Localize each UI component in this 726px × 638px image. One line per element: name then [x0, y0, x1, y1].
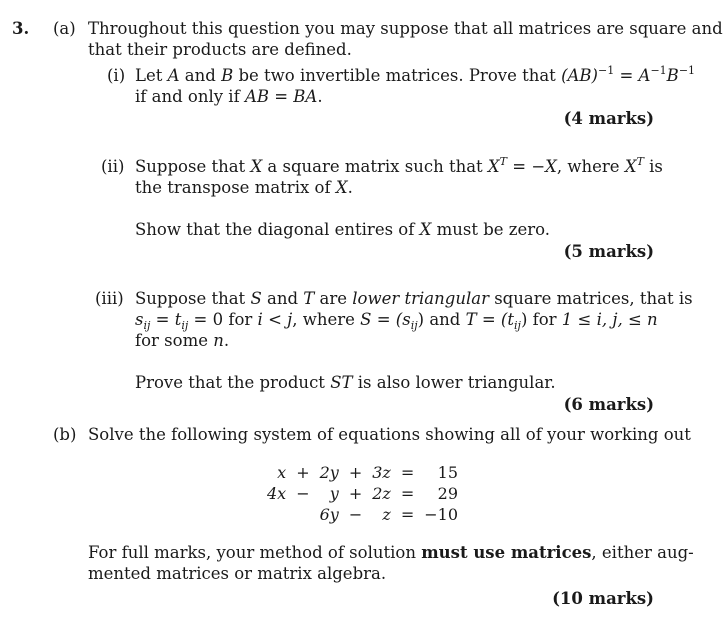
part-b-intro: Solve the following system of equations showing all of your working out — [88, 425, 691, 444]
part-b-label: (b) — [53, 425, 77, 444]
part-a-ii-show: Show that the diagonal entires of X must be zero. — [135, 220, 550, 239]
part-a-iii-prove: Prove that the product ST is also lower triangular. — [135, 373, 556, 392]
part-a-iii-line3: for some n. — [135, 331, 230, 350]
part-a-ii-line2: the transpose matrix of X. — [135, 178, 353, 197]
part-a-intro-line1: Throughout this question you may suppose that all matrices are square and — [88, 19, 723, 38]
part-a-intro-line2: that their products are defined. — [88, 40, 352, 59]
part-a-iii-label: (iii) — [95, 289, 124, 308]
equation-row: 6y − z = −10 — [319, 505, 459, 524]
part-a-iii-line2: $s_{ij} = t_{ij} = 0$ for i < j, where $S = (s_{ij})$ and $T = (t_{ij})$ for 1 ≤ i, j, ≤ n — [135, 310, 658, 332]
part-a-i-line2: if and only if AB = BA. — [135, 87, 323, 106]
part-a-iii-marks: (6 marks) — [563, 395, 654, 414]
part-a-iii-line1: Suppose that S and T are lower triangular square matrices, that is — [135, 289, 693, 308]
part-a-label: (a) — [53, 19, 76, 38]
part-b-note-line2: mented matrices or matrix algebra. — [88, 564, 387, 583]
equation-row: x + 2y + 3z = 15 — [277, 463, 459, 482]
part-b-note-line1: For full marks, your method of solution must use matrices, either aug- — [88, 543, 694, 562]
equation-row: 4x − y + 2z = 29 — [267, 484, 459, 503]
equation-system — [262, 462, 463, 525]
part-a-ii-marks: (5 marks) — [563, 242, 654, 261]
part-a-i-label: (i) — [107, 66, 126, 85]
part-a-ii-line1: Suppose that X a square matrix such that $X^T = -X$, where $X^T$ is — [135, 155, 663, 176]
part-a-ii-label: (ii) — [101, 157, 125, 176]
question-number: 3. — [12, 19, 30, 38]
part-a-i-marks: (4 marks) — [563, 109, 654, 128]
inverse-formula: (AB) — [561, 66, 598, 85]
part-b-marks: (10 marks) — [552, 589, 654, 608]
part-a-i-line1: Let A and B be two invertible matrices. Prove that $(AB)^{-1} = A^{-1}B^{-1}$ — [135, 64, 696, 85]
